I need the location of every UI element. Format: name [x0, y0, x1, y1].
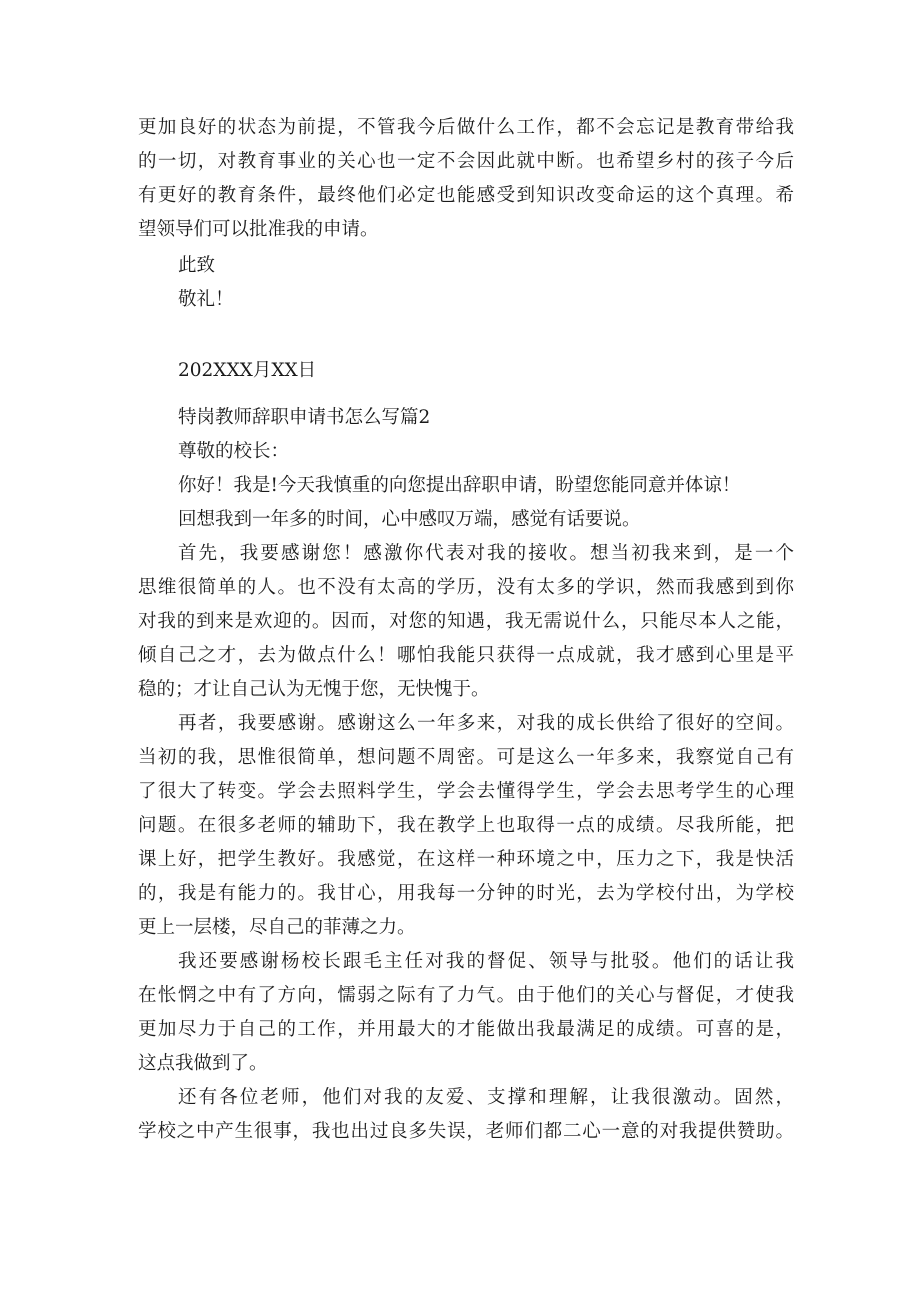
paragraph-line: 对我的到来是欢迎的。因而，对您的知遇，我无需说什么，只能尽本人之能，: [138, 611, 794, 632]
paragraph-line: 问题。在很多老师的辅助下，我在教学上也取得一点的成绩。尽我所能，把: [138, 815, 794, 836]
paragraph-line: 再者，我要感谢。感谢这么一年多来，对我的成长供给了很好的空间。: [178, 713, 794, 734]
paragraph-line: 倾自己之才，去为做点什么！哪怕我能只获得一点成就，我才感到心里是平: [138, 645, 794, 666]
paragraph-line: 稳的；才让自己认为无愧于您，无快愧于。: [138, 679, 490, 700]
paragraph-line: 更加良好的状态为前提，不管我今后做什么工作，都不会忘记是教育带给我: [138, 117, 794, 138]
paragraph-line: 课上好，把学生教好。我感觉，在这样一种环境之中，压力之下，我是快活: [138, 849, 794, 870]
paragraph-line: 望领导们可以批准我的申请。: [138, 219, 379, 240]
paragraph-line: 这点我做到了。: [138, 1053, 268, 1074]
section-title: 特岗教师辞职申请书怎么写篇2: [178, 407, 431, 428]
paragraph-line: 在怅惘之中有了方向，懦弱之际有了力气。由于他们的关心与督促，才使我: [138, 985, 794, 1006]
paragraph-line: 首先，我要感谢您！感激你代表对我的接收。想当初我来到，是一个: [178, 543, 794, 564]
closing-line-1: 此致: [178, 255, 216, 276]
paragraph-line: 学校之中产生很事，我也出过良多失误，老师们都二心一意的对我提供赞助。: [138, 1121, 794, 1142]
paragraph-line: 有更好的教育条件，最终他们必定也能感受到知识改变命运的这个真理。希: [138, 185, 794, 206]
recall-line: 回想我到一年多的时间，心中感叹万端，感觉有话要说。: [178, 509, 641, 530]
paragraph-line: 更上一层楼，尽自己的菲薄之力。: [138, 917, 416, 938]
salutation: 尊敬的校长：: [178, 441, 290, 462]
paragraph-line: 了很大了转变。学会去照料学生，学会去懂得学生，学会去思考学生的心理: [138, 781, 794, 802]
paragraph-line: 我还要感谢杨校长跟毛主任对我的督促、领导与批驳。他们的话让我: [178, 951, 794, 972]
paragraph-line: 的一切，对教育事业的关心也一定不会因此就中断。也希望乡村的孩子今后: [138, 151, 794, 172]
greeting-line: 你好！我是!今天我慎重的向您提出辞职申请，盼望您能同意并体谅！: [178, 475, 741, 496]
letter-date: 202XXX月XX日: [178, 360, 317, 381]
paragraph-line: 思维很简单的人。也不没有太高的学历，没有太多的学识，然而我感到到你: [138, 577, 794, 598]
closing-line-2: 敬礼！: [178, 289, 234, 310]
paragraph-line: 的，我是有能力的。我甘心，用我每一分钟的时光，去为学校付出，为学校: [138, 883, 794, 904]
paragraph-line: 更加尽力于自己的工作，并用最大的才能做出我最满足的成绩。可喜的是，: [138, 1019, 794, 1040]
paragraph-line: 还有各位老师，他们对我的友爱、支撑和理解，让我很激动。固然，: [178, 1087, 794, 1108]
paragraph-line: 当初的我，思惟很简单，想问题不周密。可是这么一年多来，我察觉自己有: [138, 747, 794, 768]
